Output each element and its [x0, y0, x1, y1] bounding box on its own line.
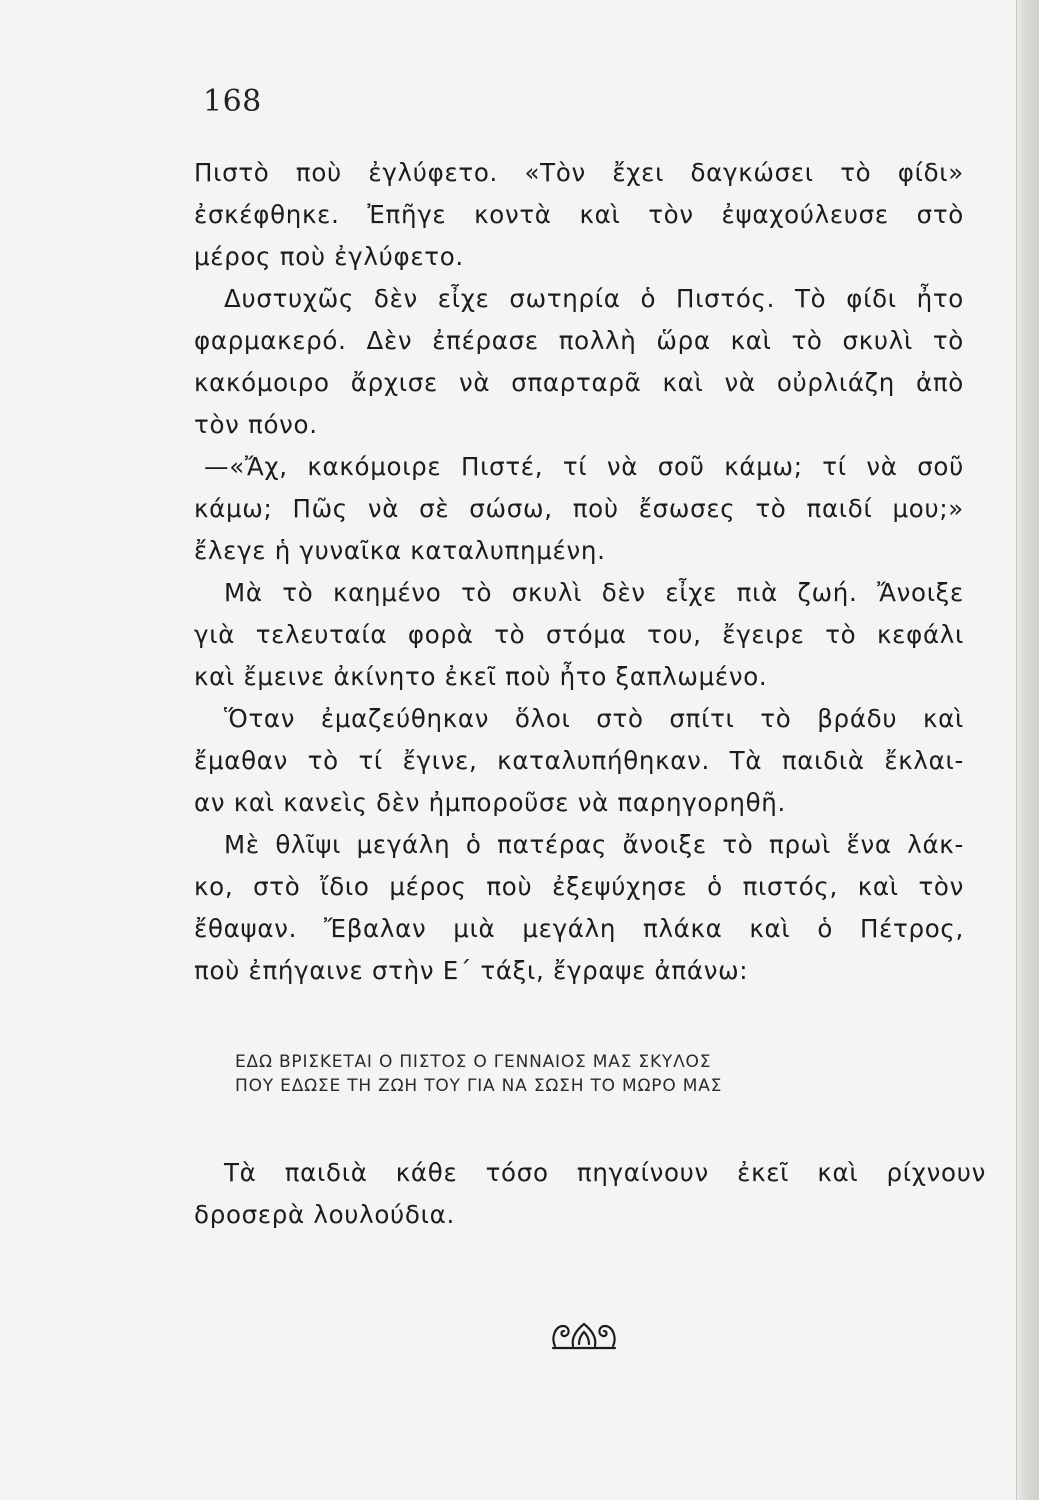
inscription-line: ΕΔΩ ΒΡΙΣΚΕΤΑΙ Ο ΠΙΣΤΟΣ Ο ΓΕΝΝΑΙΟΣ ΜΑΣ ΣΚΥΛΟΣ	[235, 1052, 712, 1072]
text-line: κο, στὸ ἴδιο μέρος ποὺ ἐξεψύχησε ὁ πιστός, καὶ τὸν	[194, 872, 964, 901]
page-number: 168	[203, 84, 262, 119]
text-line: Μὰ τὸ καημένο τὸ σκυλὶ δὲν εἶχε πιὰ ζωή. Ἄνοιξε	[224, 578, 964, 607]
fleuron-ornament-icon	[549, 1318, 619, 1352]
text-line: γιὰ τελευταία φορὰ τὸ στόμα του, ἔγειρε τὸ κεφάλι	[194, 620, 964, 649]
body-text	[194, 152, 964, 992]
text-line: τὸν πόνο.	[194, 410, 318, 439]
book-spine-edge	[1016, 0, 1039, 1500]
inscription-line: ΠΟΥ ΕΔΩΣΕ ΤΗ ΖΩΗ ΤΟΥ ΓΙΑ ΝΑ ΣΩΣΗ ΤΟ ΜΩΡΟ ΜΑΣ	[235, 1076, 723, 1096]
closing-text	[194, 1152, 986, 1236]
text-line: ποὺ ἐπήγαινε στὴν Ε΄ τάξι, ἔγραψε ἀπάνω:	[194, 956, 749, 985]
text-line: καὶ ἔμεινε ἀκίνητο ἐκεῖ ποὺ ἦτο ξαπλωμένο.	[194, 662, 768, 691]
text-line: —«Ἄχ, κακόμοιρε Πιστέ, τί νὰ σοῦ κάμω; τί νὰ σοῦ	[204, 452, 964, 481]
text-line: Πιστὸ ποὺ ἐγλύφετο. «Τὸν ἔχει δαγκώσει τὸ φίδι»	[194, 158, 964, 187]
text-line: κακόμοιρο ἄρχισε νὰ σπαρταρᾶ καὶ νὰ οὐρλιάζη ἀπὸ	[194, 368, 964, 397]
text-line: δροσερὰ λουλούδια.	[194, 1200, 455, 1229]
text-line: ἔμαθαν τὸ τί ἔγινε, καταλυπήθηκαν. Τὰ παιδιὰ ἔκλαι-	[194, 746, 964, 775]
text-line: ἔθαψαν. Ἔβαλαν μιὰ μεγάλη πλάκα καὶ ὁ Πέτρος,	[194, 914, 964, 943]
text-line: Δυστυχῶς δὲν εἶχε σωτηρία ὁ Πιστός. Τὸ φίδι ἦτο	[224, 284, 964, 313]
text-line: φαρμακερό. Δὲν ἐπέρασε πολλὴ ὥρα καὶ τὸ σκυλὶ τὸ	[194, 326, 964, 355]
text-line: ἐσκέφθηκε. Ἐπῆγε κοντὰ καὶ τὸν ἐψαχούλευσε στὸ	[194, 200, 964, 229]
text-line: αν καὶ κανεὶς δὲν ἠμποροῦσε νὰ παρηγορηθῆ.	[194, 788, 786, 817]
text-line: Μὲ θλῖψι μεγάλη ὁ πατέρας ἄνοιξε τὸ πρωὶ ἕνα λάκ-	[224, 830, 964, 859]
text-line: μέρος ποὺ ἐγλύφετο.	[194, 242, 464, 271]
text-line: Τὰ παιδιὰ κάθε τόσο πηγαίνουν ἐκεῖ καὶ ρίχνουν	[224, 1158, 986, 1187]
text-line: Ὅταν ἐμαζεύθηκαν ὅλοι στὸ σπίτι τὸ βράδυ καὶ	[224, 704, 964, 733]
text-line: κάμω; Πῶς νὰ σὲ σώσω, ποὺ ἔσωσες τὸ παιδί μου;»	[194, 494, 964, 523]
text-line: ἔλεγε ἡ γυναῖκα καταλυπημένη.	[194, 536, 606, 565]
tombstone-inscription	[235, 1050, 935, 1098]
